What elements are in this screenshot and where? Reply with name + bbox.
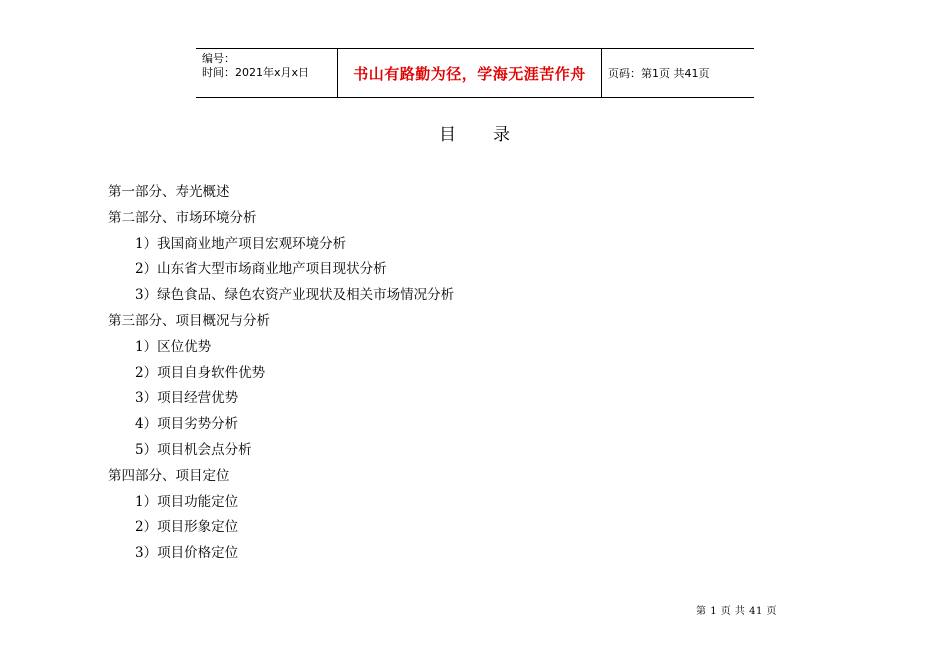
- toc-subsection-item: 2）项目自身软件优势: [135, 364, 266, 381]
- toc-subsection-item: 5）项目机会点分析: [135, 441, 252, 458]
- toc-section-item: 第三部分、项目概况与分析: [108, 312, 270, 329]
- toc-subsection-item: 2）山东省大型市场商业地产项目现状分析: [135, 261, 387, 278]
- document-number-label: 编号：: [202, 52, 235, 65]
- toc-subsection-item: 3）项目经营优势: [135, 390, 239, 407]
- header-page-info: 页码：第1页 共41页: [608, 67, 710, 80]
- toc-subsection-item: 2）项目形象定位: [135, 519, 239, 536]
- toc-subsection-item: 1）区位优势: [135, 338, 212, 355]
- document-header: [196, 48, 754, 98]
- header-meta-cell: [196, 49, 338, 97]
- toc-section-item: 第四部分、项目定位: [108, 467, 230, 484]
- toc-section-item: 第一部分、寿光概述: [108, 184, 230, 200]
- toc-subsection-item: 3）项目价格定位: [135, 545, 239, 562]
- table-of-contents: [108, 180, 454, 567]
- page-footer: 第 1 页 共 41 页: [696, 606, 777, 617]
- header-motto: 书山有路勤为径，学海无涯苦作舟: [353, 64, 586, 83]
- toc-subsection-item: 1）我国商业地产项目宏观环境分析: [135, 235, 347, 252]
- page-title: 目 录: [439, 125, 511, 145]
- toc-subsection-item: 1）项目功能定位: [135, 493, 239, 510]
- toc-subsection-item: 4）项目劣势分析: [135, 416, 239, 433]
- toc-subsection-item: 3）绿色食品、绿色农资产业现状及相关市场情况分析: [135, 287, 455, 304]
- document-time-label: 时间：2021年x月x日: [202, 66, 310, 79]
- toc-section-item: 第二部分、市场环境分析: [108, 209, 257, 226]
- header-page-cell: [602, 49, 754, 97]
- header-motto-cell: [338, 49, 602, 97]
